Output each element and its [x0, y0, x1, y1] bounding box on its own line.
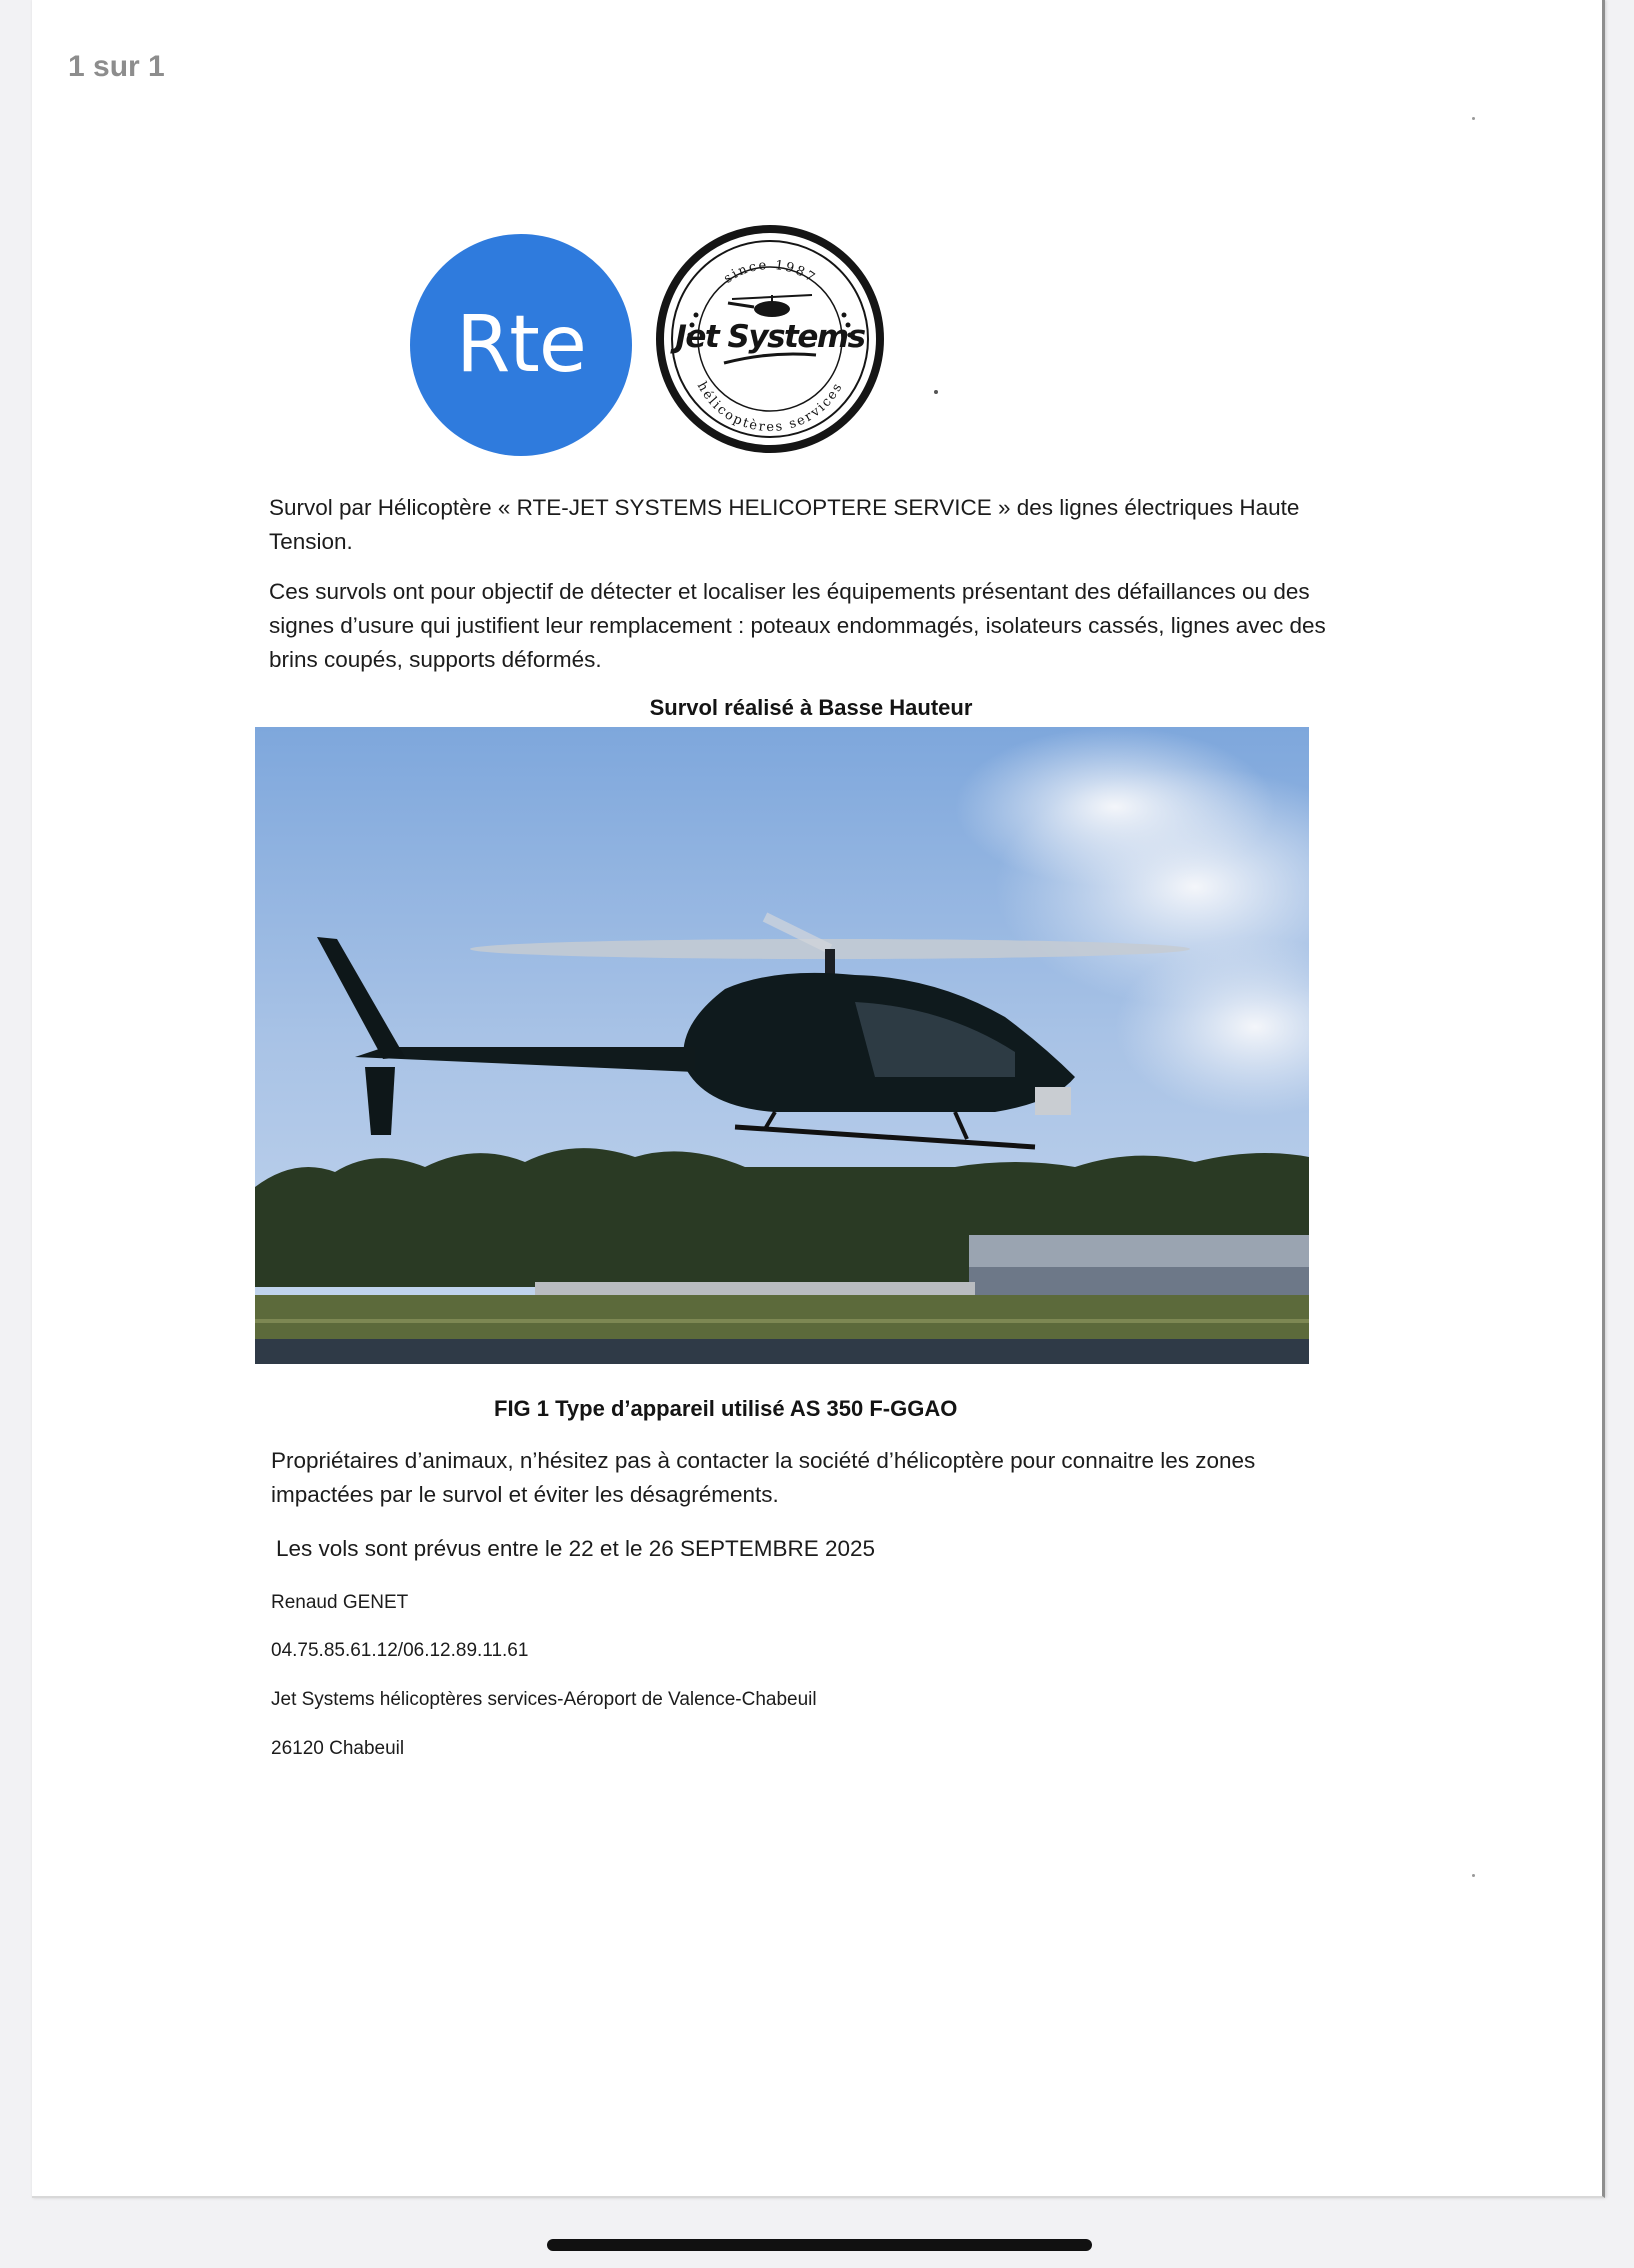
figure-caption: FIG 1 Type d’appareil utilisé AS 350 F-GGAO [494, 1396, 958, 1421]
animals-notice: Propriétaires d’animaux, n’hésitez pas à contacter la société d’hélicoptère pour connaitre les zones impactées par le survol et éviter les désagréments. [271, 1448, 1256, 1507]
scan-artifact [934, 390, 938, 394]
jet-logo-top-arc: since 1987 [721, 257, 819, 287]
contact-company: Jet Systems hélicoptères services-Aéroport de Valence-Chabeuil [271, 1689, 817, 1710]
scan-artifact [1472, 1874, 1475, 1877]
jet-systems-logo-icon [654, 223, 886, 455]
intro-paragraph: Survol par Hélicoptère « RTE-JET SYSTEMS HELICOPTERE SERVICE » des lignes électriques Haute Tension. [269, 495, 1300, 554]
photo-title: Survol réalisé à Basse Hauteur [649, 695, 973, 720]
jet-logo-name: Jet Systems [675, 319, 865, 355]
contact-phone: 04.75.85.61.12/06.12.89.11.61 [271, 1640, 529, 1661]
contact-postal: 26120 Chabeuil [271, 1738, 405, 1759]
rte-logo-text: Rte [456, 300, 586, 390]
flight-dates: Les vols sont prévus entre le 22 et le 26 SEPTEMBRE 2025 [276, 1536, 876, 1561]
home-indicator[interactable] [547, 2239, 1092, 2251]
rte-logo-icon [410, 234, 632, 456]
objective-paragraph: Ces survols ont pour objectif de détecter et localiser les équipements présentant des défaillances ou des signes d’usure qui justifient leur remplacement : poteaux endommagés, isolateurs cassés, lignes avec des brins coupés, supports déformés. [269, 579, 1326, 672]
contact-name: Renaud GENET [271, 1592, 409, 1613]
jet-logo-bottom-arc: hélicoptères services [693, 379, 847, 436]
page-counter: 1 sur 1 [68, 50, 165, 83]
scan-artifact [1472, 117, 1475, 120]
document-page [32, 0, 1605, 2198]
helicopter-photo [255, 727, 1309, 1364]
